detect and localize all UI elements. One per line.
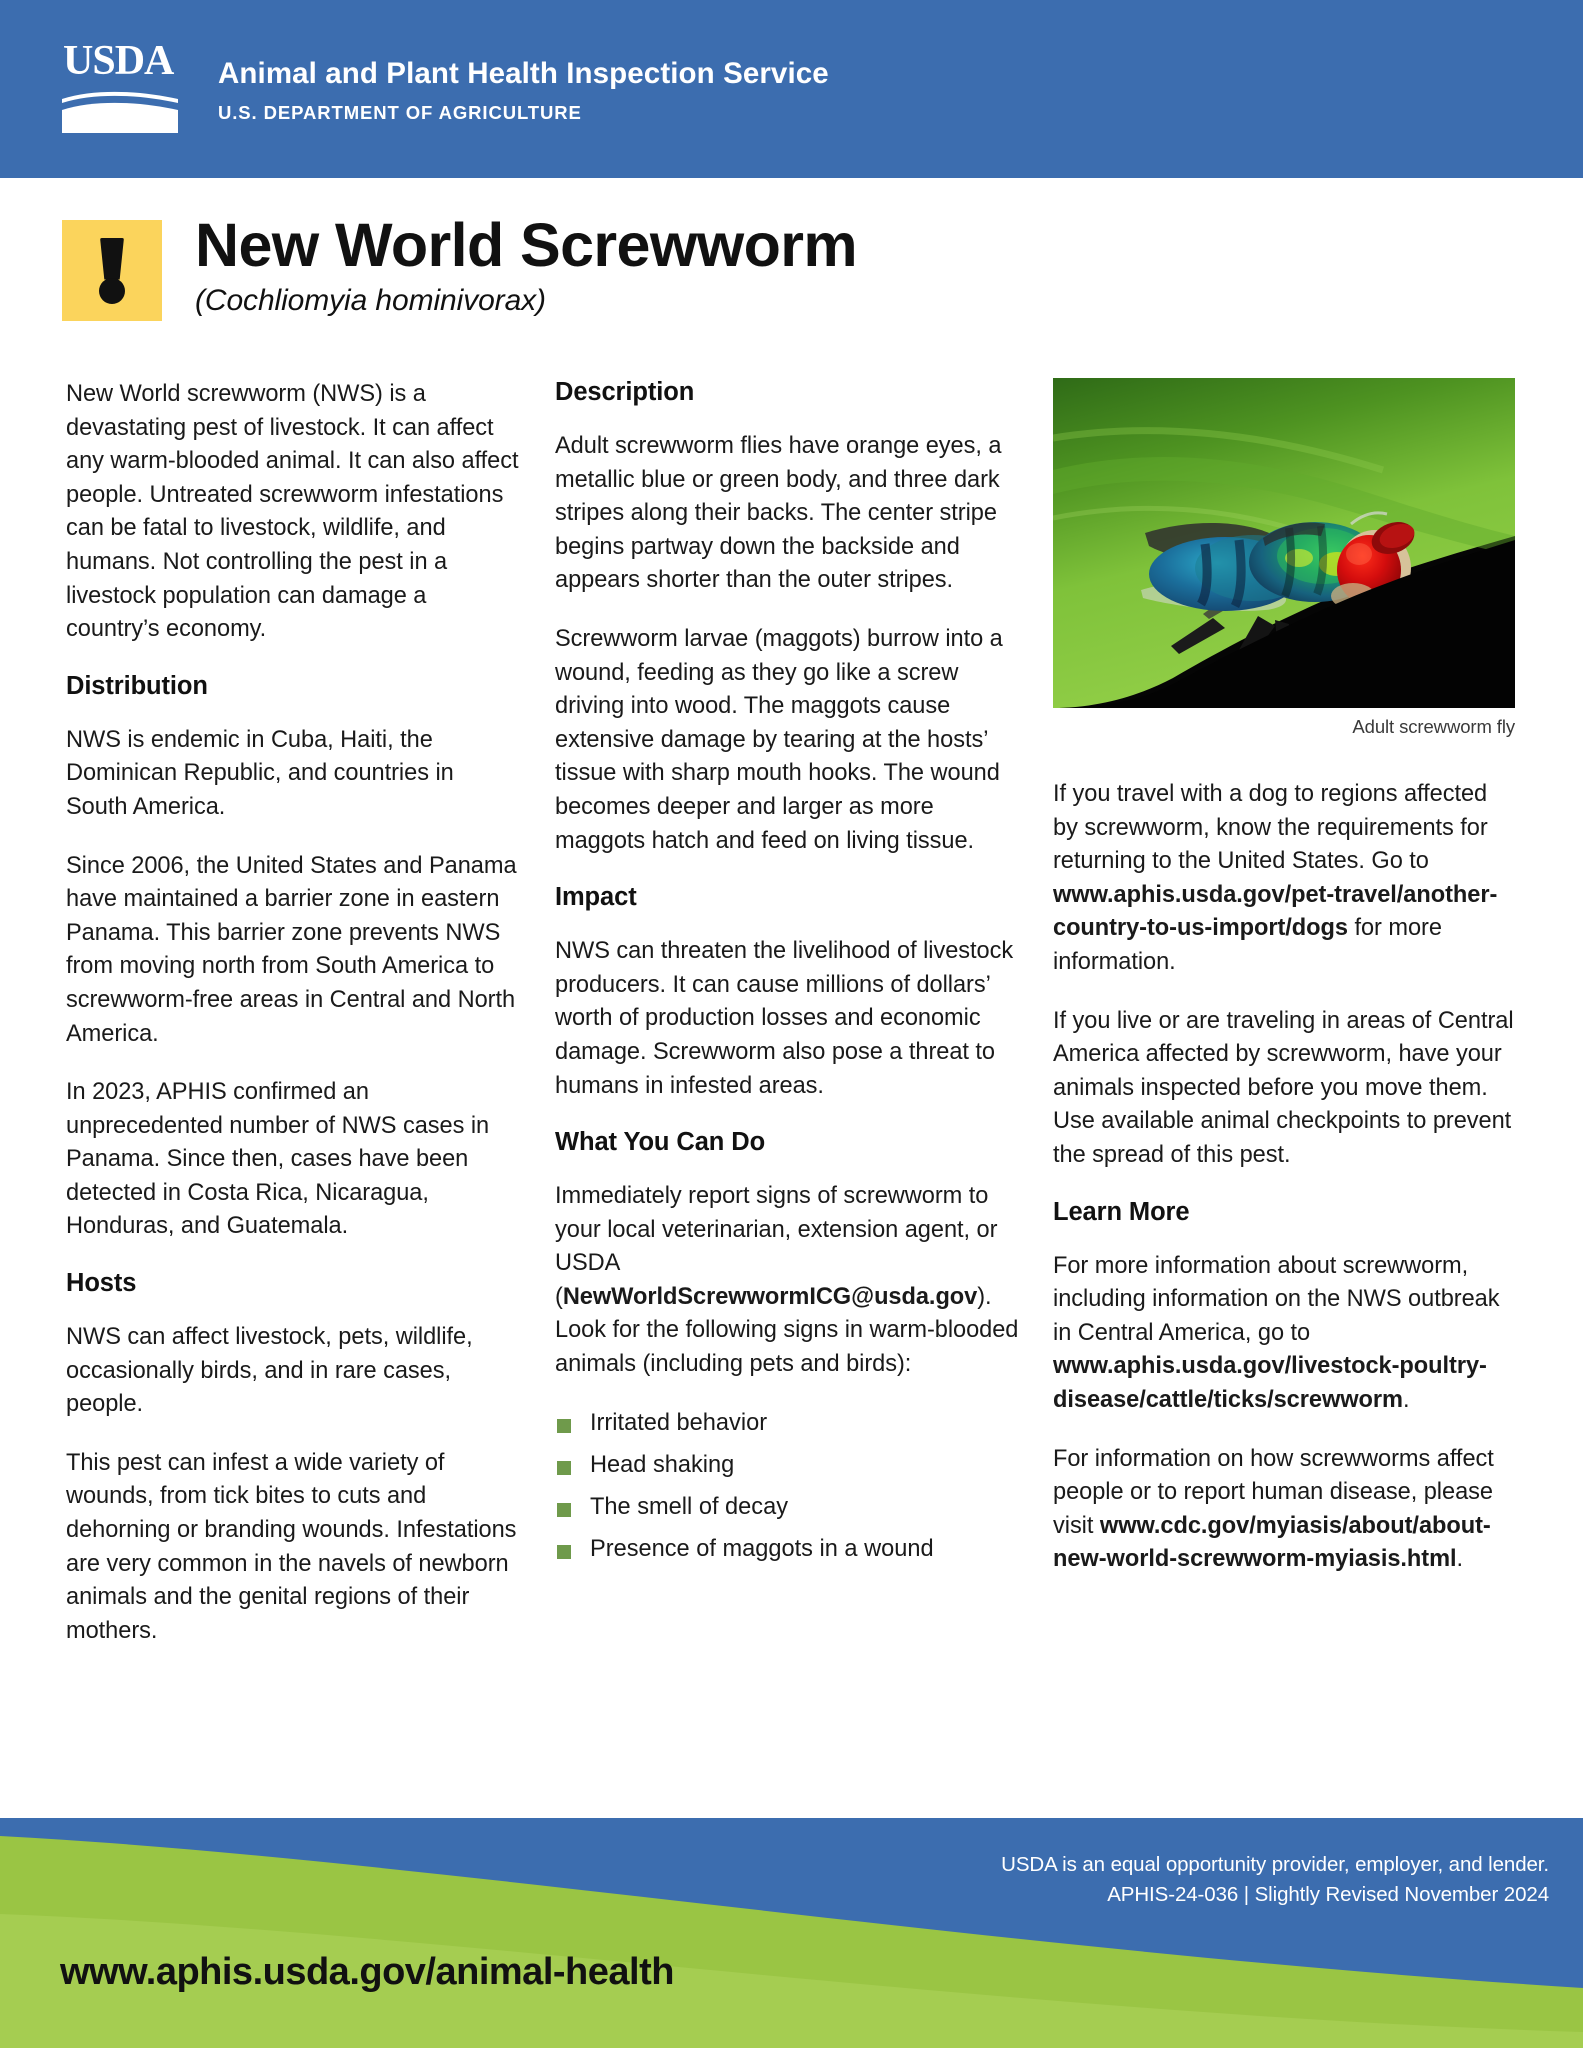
hosts-paragraph-1: NWS can affect livestock, pets, wildlife, occasionally birds, and in rare cases, people. — [66, 1324, 473, 1418]
distribution-paragraph-2: Since 2006, the United States and Panama have maintained a barrier zone in eastern Panama. This barrier zone prevents NWS from moving north from South America to screwworm-free areas in Central and North America. — [66, 852, 517, 1047]
travel-outro-text: for more information. — [1053, 915, 1442, 975]
title-text-group — [195, 212, 857, 318]
report-paragraph — [555, 1180, 1023, 1382]
travel-intro-text: If you travel with a dog to regions affected by screwworm, know the requirements for returning to the United States. Go to — [1053, 781, 1488, 875]
square-bullet-icon — [557, 1419, 571, 1433]
pet-travel-url-link[interactable]: www.aphis.usda.gov/pet-travel/another-country-to-us-import/dogs — [1053, 881, 1498, 942]
sign-label: Irritated behavior — [590, 1409, 768, 1436]
living-paragraph: If you live or are traveling in areas of Central America affected by screwworm, have your animals inspected before you move them. Use available animal checkpoints to prevent the spread of this pest. — [1053, 1007, 1514, 1168]
column-middle — [555, 378, 1023, 1575]
learn-more-paragraph — [1053, 1250, 1515, 1418]
page-title: New World Screwworm — [195, 211, 858, 279]
exclamation-dot — [99, 278, 125, 304]
cdc-url-link[interactable]: www.cdc.gov/myiasis/about/about-new-world-screwworm-myiasis.html — [1053, 1512, 1491, 1573]
sign-label: The smell of decay — [590, 1493, 789, 1520]
publication-id-line: APHIS-24-036 | Slightly Revised November 2024 — [1107, 1883, 1549, 1906]
department-name: U.S. DEPARTMENT OF AGRICULTURE — [218, 102, 582, 123]
heading-description: Description — [555, 378, 695, 406]
square-bullet-icon — [557, 1461, 571, 1475]
heading-hosts: Hosts — [66, 1269, 137, 1298]
column-left — [66, 378, 520, 1648]
list-item — [555, 1449, 1023, 1482]
scientific-name: (Cochliomyia hominivorax) — [195, 284, 546, 317]
report-email-link[interactable]: NewWorldScrewwormICG@usda.gov — [562, 1283, 978, 1310]
impact-paragraph-1: NWS can threaten the livelihood of livestock producers. It can cause millions of dollars’ worth of production losses and economic damage. Screwworm also pose a threat to humans in infested areas. — [555, 938, 1014, 1099]
footer-website-url[interactable]: www.aphis.usda.gov/animal-health — [60, 1951, 674, 1993]
learn-outro-text: . — [1402, 1386, 1410, 1413]
photo-caption: Adult screwworm fly — [1352, 716, 1515, 737]
cdc-intro-text: For information on how screwworms affect people or to report human disease, please visit — [1053, 1445, 1494, 1539]
page-footer — [0, 1818, 1583, 2048]
description-paragraph-1: Adult screwworm flies have orange eyes, a metallic blue or green body, and three dark stripes along their backs. The center stripe begins partway down the backside and appears shorter than the outer stripes. — [555, 433, 1002, 594]
travel-paragraph — [1053, 778, 1515, 980]
equal-opportunity-line: USDA is an equal opportunity provider, employer, and lender. — [1001, 1853, 1549, 1876]
sign-label: Presence of maggots in a wound — [590, 1535, 934, 1562]
usda-swoosh-icon — [62, 85, 178, 133]
usda-header-bar — [0, 0, 1583, 178]
heading-learn-more: Learn More — [1053, 1197, 1190, 1226]
header-text-block — [218, 54, 829, 124]
photo-figure — [1053, 378, 1515, 738]
alert-badge — [62, 220, 162, 321]
footer-legal-text — [1001, 1850, 1549, 1910]
distribution-paragraph-3: In 2023, APHIS confirmed an unprecedented number of NWS cases in Panama. Since then, cases have been detected in Costa Rica, Nicaragua, Honduras, and Guatemala. — [66, 1079, 490, 1240]
heading-distribution: Distribution — [66, 671, 208, 700]
description-paragraph-2: Screwworm larvae (maggots) burrow into a wound, feeding as they go like a screw driving into wood. The maggots cause extensive damage by tearing at the hosts’ tissue with sharp mouth hooks. The wound becomes deeper and larger as more maggots hatch and feed on living tissue. — [555, 625, 1003, 854]
square-bullet-icon — [557, 1545, 571, 1559]
sign-label: Head shaking — [590, 1451, 735, 1478]
title-block — [62, 212, 857, 321]
square-bullet-icon — [557, 1503, 571, 1517]
screwworm-fly-photo — [1053, 378, 1515, 708]
column-right — [1053, 378, 1515, 1577]
list-item — [555, 1407, 1023, 1440]
usda-wordmark: USDA — [63, 38, 174, 84]
hosts-paragraph-2: This pest can infest a wide variety of wounds, from tick bites to cuts and dehorning or branding wounds. Infestations are very common in the navels of newborn animals and the genital regions of their mothers. — [66, 1449, 517, 1644]
report-outro-text: ). Look for the following signs in warm-blooded animals (including pets and birds): — [555, 1283, 1019, 1378]
usda-logo — [62, 38, 180, 133]
agency-name: Animal and Plant Health Inspection Service — [218, 57, 829, 90]
cdc-outro-text: . — [1456, 1546, 1464, 1573]
signs-list — [555, 1407, 1023, 1566]
aphis-screwworm-url-link[interactable]: www.aphis.usda.gov/livestock-poultry-disease/cattle/ticks/screwworm — [1053, 1353, 1487, 1413]
cdc-paragraph — [1053, 1443, 1515, 1577]
heading-what-you-can-do: What You Can Do — [555, 1128, 766, 1157]
list-item — [555, 1533, 1023, 1566]
heading-impact: Impact — [555, 883, 637, 912]
exclamation-mark-icon — [97, 238, 127, 304]
distribution-paragraph-1: NWS is endemic in Cuba, Haiti, the Dominican Republic, and countries in South America. — [66, 726, 454, 820]
exclamation-bar — [100, 238, 124, 280]
intro-paragraph: New World screwworm (NWS) is a devastating pest of livestock. It can affect any warm-blooded animal. It can also affect people. Untreated screwworm infestations can be fatal to livestock, wildlife, and humans. Not controlling the pest in a livestock population can damage a country’s economy. — [66, 381, 519, 643]
list-item — [555, 1491, 1023, 1524]
learn-intro-text: For more information about screwworm, including information on the NWS outbreak in Central America, go to — [1053, 1252, 1500, 1346]
report-intro-text: Immediately report signs of screwworm to your local veterinarian, extension agent, or USDA ( — [555, 1183, 998, 1310]
